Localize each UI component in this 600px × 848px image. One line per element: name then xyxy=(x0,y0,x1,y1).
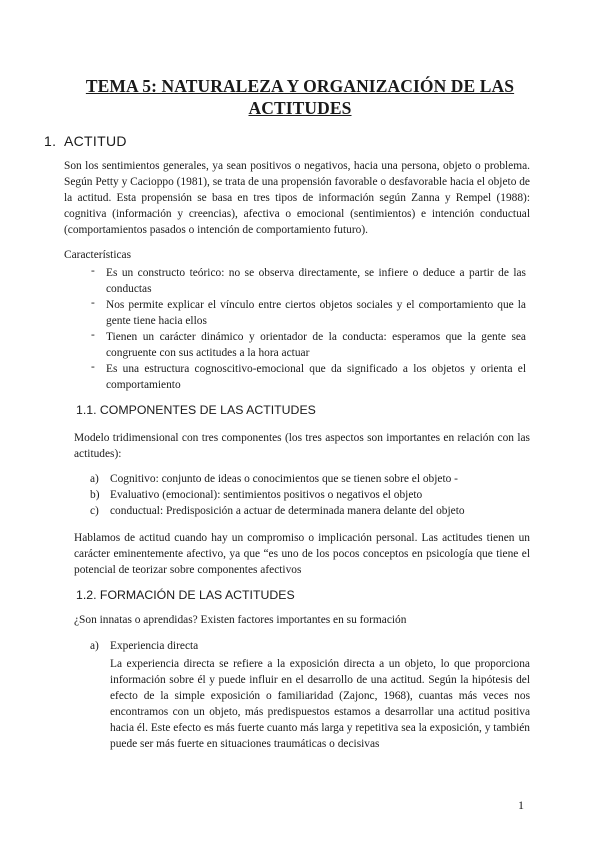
componentes-intro-paragraph: Modelo tridimensional con tres componentes (los tres aspectos son importantes en relación con las actitudes): xyxy=(74,432,530,460)
experiencia-directa-paragraph: La experiencia directa se refiere a la exposición directa a un objeto, lo que proporciona información sobre él y puede influir en el desarrollo de una actitud. Según la hipótesis del efecto de la simple exposición o familiaridad (Zajonc, 1968), cuantas más veces nos encontramos con un objeto, más predispuestos estamos a desarrollar una actitud positiva hacia él. Este efecto es más fuerte cuanto más larga y repetitiva sea la exposición, y también puede ser más fuerte en situaciones traumáticas o decisivas xyxy=(110,658,530,750)
subsection-heading-componentes: 1.1. COMPONENTES DE LAS ACTITUDES xyxy=(76,403,316,417)
bullet-dash: - xyxy=(91,361,95,373)
list-marker: a) xyxy=(90,473,99,485)
list-item: Nos permite explicar el vínculo entre ciertos objetos sociales y el comportamiento que la gente tiene hacia ellos xyxy=(106,299,526,327)
componentes-closing-paragraph: Hablamos de actitud cuando hay un compromiso o implicación personal. Las actitudes tienen un carácter eminentemente afectivo, ya que “es uno de los pocos conceptos en psicología que tiene el potencial de teorizar sobre componentes afectivos xyxy=(74,532,530,576)
list-marker: c) xyxy=(90,505,99,517)
list-item: Evaluativo (emocional): sentimientos positivos o negativos el objeto xyxy=(110,489,423,501)
experiencia-directa-title: Experiencia directa xyxy=(110,640,199,652)
list-marker: a) xyxy=(90,640,99,652)
list-item: conductual: Predisposición a actuar de determinada manera delante del objeto xyxy=(110,505,465,517)
list-item: Tienen un carácter dinámico y orientador de la conducta: esperamos que la gente sea congruente con sus actitudes a la hora actuar xyxy=(106,331,526,359)
list-item: Es una estructura cognoscitivo-emocional que da significado a los objetos y orienta el comportamiento xyxy=(106,363,526,391)
list-item: Es un constructo teórico: no se observa directamente, se infiere o deduce a partir de las conductas xyxy=(106,267,526,295)
list-item: Cognitivo: conjunto de ideas o conocimientos que se tienen sobre el objeto - xyxy=(110,473,458,485)
bullet-dash: - xyxy=(91,297,95,309)
actitud-intro-paragraph: Son los sentimientos generales, ya sean positivos o negativos, hacia una persona, objeto o problema. Según Petty y Cacioppo (1981), se trata de una propensión favorable o desfavorable hacia el objeto de la actitud. Esta propensión se basa en tres tipos de información según Zanna y Rempel (1988): cognitiva (información y creencias), afectiva o emocional (sentimientos) e intención conductual (comportamientos pasados o intención de comportamiento futuro). xyxy=(64,160,530,236)
formacion-question: ¿Son innatas o aprendidas? Existen factores importantes en su formación xyxy=(74,614,407,626)
page-number: 1 xyxy=(518,798,524,812)
section-title: ACTITUD xyxy=(64,133,127,149)
bullet-dash: - xyxy=(91,329,95,341)
subsection-heading-formacion: 1.2. FORMACIÓN DE LAS ACTITUDES xyxy=(76,588,295,602)
list-marker: b) xyxy=(90,489,100,501)
characteristics-label: Características xyxy=(64,249,132,261)
document-title-line2: ACTITUDES xyxy=(248,98,352,118)
document-title-line1: TEMA 5: NATURALEZA Y ORGANIZACIÓN DE LAS xyxy=(85,76,515,96)
section-heading-actitud xyxy=(44,133,127,149)
section-number: 1. xyxy=(44,133,57,149)
bullet-dash: - xyxy=(91,265,95,277)
